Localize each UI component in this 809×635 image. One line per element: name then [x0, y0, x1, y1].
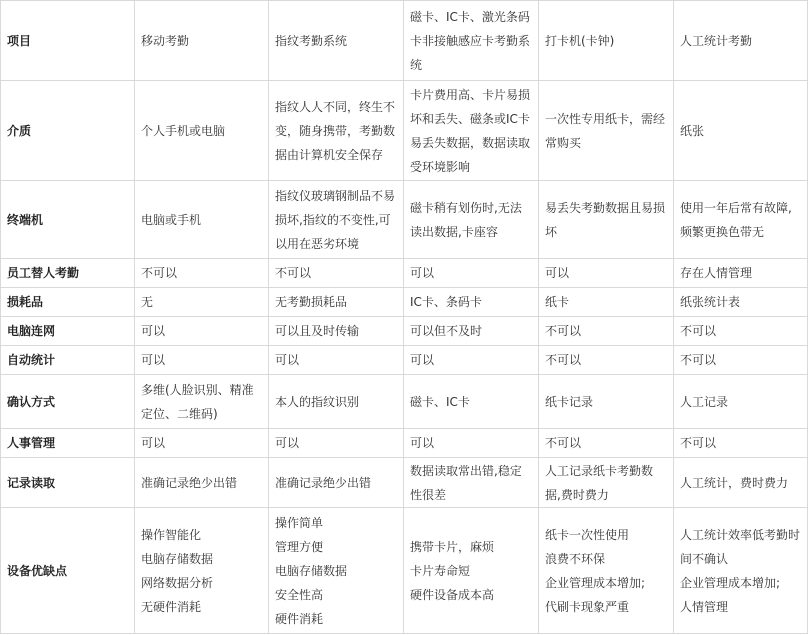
cell-line: 网络数据分析: [141, 575, 214, 590]
table-cell: 纸卡记录: [539, 375, 674, 429]
table-row: [1, 259, 808, 288]
table-cell: 使用一年后常有故障,频繁更换色带无: [674, 181, 808, 259]
cell-line: 代刷卡现象严重: [545, 599, 630, 614]
table-cell: 不可以: [674, 346, 808, 375]
cell-line: 携带卡片，麻烦: [410, 539, 495, 554]
table-row: [1, 181, 808, 259]
table-cell: 准确记录绝少出错: [135, 458, 269, 508]
table-cell: 可以: [135, 346, 269, 375]
table-cell: 可以但不及时: [404, 317, 539, 346]
table-header-row: [1, 1, 808, 81]
row-label: 员工替人考勤: [1, 259, 135, 288]
table-cell: 可以: [269, 346, 404, 375]
table-cell: 一次性专用纸卡，需经常购买: [539, 81, 674, 181]
row-label: 记录读取: [1, 458, 135, 508]
row-label: 介质: [1, 81, 135, 181]
cell-line: 人情管理: [680, 599, 729, 614]
cell-line: 无硬件消耗: [141, 599, 202, 614]
table-cell: 存在人情管理: [674, 259, 808, 288]
table-cell: 无: [135, 288, 269, 317]
table-cell: 不可以: [674, 317, 808, 346]
header-mobile: 移动考勤: [135, 1, 269, 81]
row-label: 确认方式: [1, 375, 135, 429]
table-cell: [135, 508, 269, 634]
table-cell: 易丢失考勤数据且易损坏: [539, 181, 674, 259]
table-cell: [539, 508, 674, 634]
cell-line: 硬件设备成本高: [410, 587, 495, 602]
table-cell: 磁卡、IC卡: [404, 375, 539, 429]
table-row: [1, 458, 808, 508]
row-label: 人事管理: [1, 429, 135, 458]
header-fingerprint: 指纹考勤系统: [269, 1, 404, 81]
cell-line: 卡片寿命短: [410, 563, 471, 578]
table-cell: 不可以: [539, 346, 674, 375]
table-cell: 不可以: [269, 259, 404, 288]
table-cell: 可以: [135, 429, 269, 458]
table-cell: 指纹人人不同，终生不变，随身携带，考勤数据由计算机安全保存: [269, 81, 404, 181]
table-cell: IC卡、条码卡: [404, 288, 539, 317]
table-row: [1, 346, 808, 375]
table-cell: [404, 508, 539, 634]
table-cell: 可以: [135, 317, 269, 346]
table-cell: 可以: [404, 259, 539, 288]
table-row: [1, 317, 808, 346]
table-cell: [269, 508, 404, 634]
cell-line: 人工统计效率低考勤时间不确认: [680, 527, 801, 566]
table-row: [1, 508, 808, 634]
table-cell: 本人的指纹识别: [269, 375, 404, 429]
table-cell: 人工统计，费时费力: [674, 458, 808, 508]
cell-line: 企业管理成本增加;: [545, 575, 646, 590]
row-label: 设备优缺点: [1, 508, 135, 634]
table-cell: 无考勤损耗品: [269, 288, 404, 317]
table-cell: 人工记录: [674, 375, 808, 429]
table-cell: 可以: [539, 259, 674, 288]
table-cell: 卡片费用高、卡片易损坏和丢失、磁条或IC卡易丢失数据，数据读取受环境影响: [404, 81, 539, 181]
table-cell: 指纹仪玻璃钢制品不易损坏,指纹的不变性,可以用在恶劣环境: [269, 181, 404, 259]
table-cell: 可以: [404, 346, 539, 375]
table-cell: 人工记录纸卡考勤数据,费时费力: [539, 458, 674, 508]
table-cell: [674, 508, 808, 634]
row-label: 自动统计: [1, 346, 135, 375]
table-cell: 可以: [404, 429, 539, 458]
cell-line: 纸卡一次性使用: [545, 527, 630, 542]
table-cell: 纸张统计表: [674, 288, 808, 317]
table-cell: 个人手机或电脑: [135, 81, 269, 181]
row-label: 电脑连网: [1, 317, 135, 346]
table-cell: 纸卡: [539, 288, 674, 317]
table-cell: 可以且及时传输: [269, 317, 404, 346]
row-label: 终端机: [1, 181, 135, 259]
table-cell: 电脑或手机: [135, 181, 269, 259]
table-cell: 可以: [269, 429, 404, 458]
table-row: [1, 429, 808, 458]
table-cell: 不可以: [674, 429, 808, 458]
cell-line: 操作智能化: [141, 527, 202, 542]
table-row: [1, 375, 808, 429]
table-row: [1, 288, 808, 317]
header-manual: 人工统计考勤: [674, 1, 808, 81]
table-cell: 不可以: [539, 317, 674, 346]
cell-line: 电脑存储数据: [141, 551, 214, 566]
header-item: 项目: [1, 1, 135, 81]
table-cell: 多维(人脸识别、精准定位、二维码): [135, 375, 269, 429]
cell-line: 企业管理成本增加;: [680, 575, 781, 590]
header-punch-clock: 打卡机(卡钟): [539, 1, 674, 81]
table-cell: 不可以: [539, 429, 674, 458]
table-cell: 纸张: [674, 81, 808, 181]
cell-line: 管理方便: [275, 539, 324, 554]
cell-line: 操作简单: [275, 515, 324, 530]
table-cell: 不可以: [135, 259, 269, 288]
row-label: 损耗品: [1, 288, 135, 317]
table-cell: 数据读取常出错,稳定性很差: [404, 458, 539, 508]
cell-line: 安全性高: [275, 587, 324, 602]
cell-line: 浪费不环保: [545, 551, 606, 566]
cell-line: 硬件消耗: [275, 611, 324, 626]
header-card: 磁卡、IC卡、激光条码卡非接触感应卡考勤系统: [404, 1, 539, 81]
table-row: [1, 81, 808, 181]
table-cell: 准确记录绝少出错: [269, 458, 404, 508]
table-cell: 磁卡稍有划伤时,无法读出数据,卡座容: [404, 181, 539, 259]
cell-line: 电脑存储数据: [275, 563, 348, 578]
